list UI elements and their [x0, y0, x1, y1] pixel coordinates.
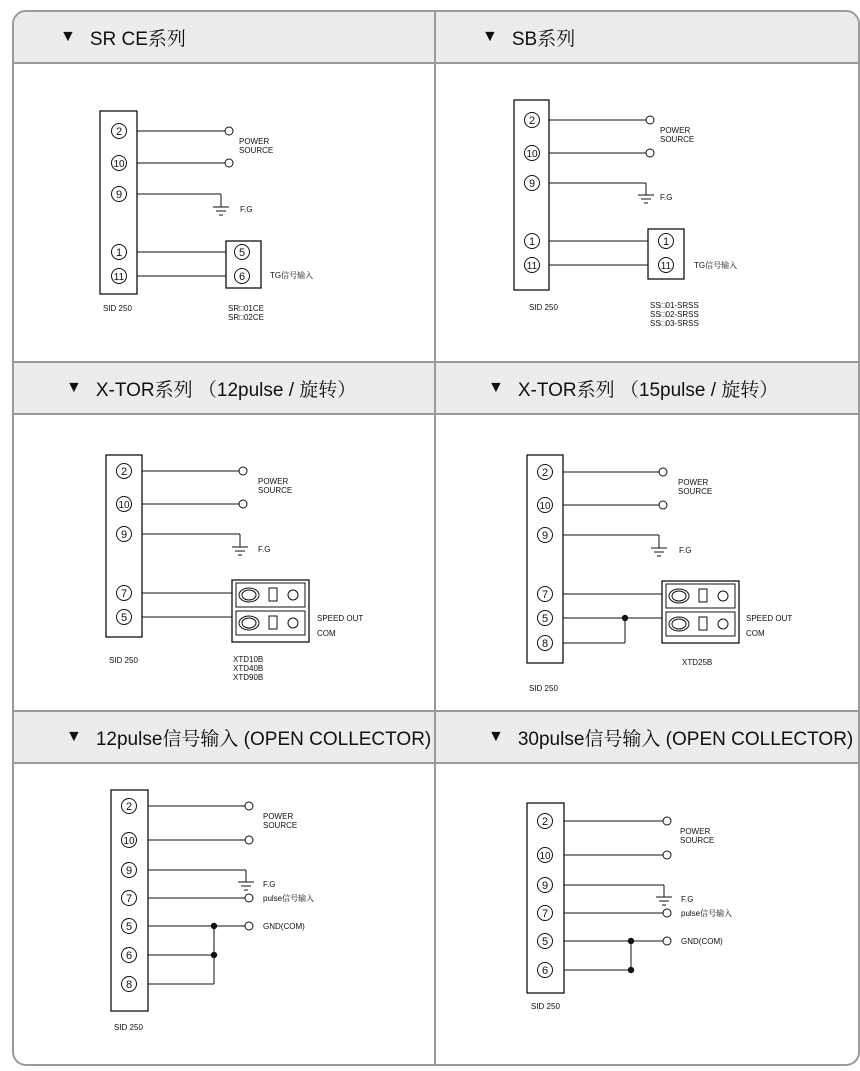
svg-text:2: 2	[120, 466, 128, 478]
terminal-2	[112, 124, 127, 139]
source-label: SOURCE	[660, 135, 695, 144]
junction-dot	[628, 967, 634, 973]
svg-text:7: 7	[541, 908, 549, 920]
wiring-diagram-sheet	[12, 10, 860, 1066]
triangle-down-icon: ▼	[66, 379, 82, 396]
svg-text:2: 2	[115, 126, 123, 138]
svg-text:2: 2	[125, 801, 133, 813]
junction-dot	[628, 938, 634, 944]
wires	[564, 817, 672, 970]
signal-label: TG信号输入	[270, 271, 314, 280]
terminal-5	[538, 611, 553, 626]
diagram-30pulse-open-collector	[436, 764, 858, 1062]
wires	[148, 802, 254, 984]
xtor-sensor-connector	[662, 581, 739, 643]
diagram-sb	[436, 66, 858, 362]
svg-text:10: 10	[526, 149, 538, 160]
terminal-6	[538, 963, 553, 978]
svg-text:8: 8	[541, 638, 549, 650]
panel-header-sb	[436, 12, 858, 64]
device-pin-6	[235, 269, 250, 284]
svg-text:9: 9	[541, 880, 549, 892]
terminal-2	[122, 799, 137, 814]
power-label: POWER	[263, 812, 294, 821]
svg-text:6: 6	[541, 965, 549, 977]
panel-header-xtor-15	[436, 363, 858, 415]
power-label: POWER	[239, 137, 270, 146]
source-label: SOURCE	[263, 821, 298, 830]
triangle-down-icon: ▼	[488, 379, 504, 396]
pulse-signal-label: pulse信号输入	[681, 909, 733, 918]
terminal-2	[538, 814, 553, 829]
terminal-8	[122, 977, 137, 992]
controller-label: SID 250	[529, 684, 558, 693]
svg-text:10: 10	[113, 159, 125, 170]
model-label: SR□01CE	[228, 304, 264, 313]
svg-text:2: 2	[541, 816, 549, 828]
terminal-9	[122, 863, 137, 878]
terminal-11	[525, 258, 540, 273]
terminal-10	[538, 848, 553, 863]
panel-title: X-TOR系列 （12pulse / 旋转）	[95, 379, 357, 401]
svg-text:9: 9	[541, 530, 549, 542]
terminal-2	[117, 464, 132, 479]
model-label: XTD10B	[233, 655, 264, 664]
terminal-7	[122, 891, 137, 906]
fg-label: F.G	[660, 193, 673, 202]
panel-title: 30pulse信号输入 (OPEN COLLECTOR)	[517, 728, 854, 750]
terminal-5	[117, 610, 132, 625]
signal-label: TG信号输入	[694, 261, 738, 270]
com-label: COM	[317, 629, 336, 638]
triangle-down-icon: ▼	[66, 728, 82, 745]
svg-text:5: 5	[125, 921, 133, 933]
svg-text:10: 10	[123, 836, 135, 847]
svg-text:1: 1	[115, 247, 123, 259]
svg-text:1: 1	[528, 236, 536, 248]
terminal-9	[525, 176, 540, 191]
svg-text:6: 6	[238, 271, 246, 283]
triangle-down-icon: ▼	[60, 28, 76, 45]
terminal-9	[112, 187, 127, 202]
terminal-10	[112, 156, 127, 171]
terminal-2	[538, 465, 553, 480]
controller-terminal-block	[527, 455, 563, 663]
svg-text:5: 5	[541, 613, 549, 625]
svg-text:5: 5	[120, 612, 128, 624]
diagram-xtor-12pulse	[14, 415, 434, 710]
source-label: SOURCE	[680, 836, 715, 845]
source-label: SOURCE	[678, 487, 713, 496]
svg-text:9: 9	[125, 865, 133, 877]
terminal-9	[538, 878, 553, 893]
terminal-10	[538, 498, 553, 513]
model-label: SS□01-SRSS	[650, 301, 699, 310]
terminal-10	[117, 497, 132, 512]
terminal-10	[525, 146, 540, 161]
svg-text:9: 9	[115, 189, 123, 201]
panel-title: SR CE系列	[89, 28, 186, 50]
svg-text:10: 10	[539, 851, 551, 862]
gnd-com-label: GND(COM)	[263, 922, 305, 931]
device-pin-11	[659, 258, 674, 273]
svg-text:5: 5	[541, 936, 549, 948]
diagram-sr-ce	[14, 66, 434, 362]
wires	[549, 116, 654, 265]
triangle-down-icon: ▼	[482, 28, 498, 45]
svg-text:6: 6	[125, 950, 133, 962]
svg-text:10: 10	[539, 501, 551, 512]
fg-label: F.G	[681, 895, 694, 904]
xtor-sensor-connector	[232, 580, 309, 642]
pulse-signal-label: pulse信号输入	[263, 894, 315, 903]
svg-text:7: 7	[125, 893, 133, 905]
svg-text:5: 5	[238, 247, 246, 259]
terminal-1	[112, 245, 127, 260]
terminal-7	[538, 587, 553, 602]
svg-text:11: 11	[660, 261, 672, 272]
model-label: XTD40B	[233, 664, 264, 673]
power-label: POWER	[680, 827, 711, 836]
controller-label: SID 250	[531, 1002, 560, 1011]
model-label: SS□02-SRSS	[650, 310, 699, 319]
com-label: COM	[746, 629, 765, 638]
svg-text:2: 2	[528, 115, 536, 127]
svg-text:7: 7	[120, 588, 128, 600]
svg-text:9: 9	[120, 529, 128, 541]
fg-label: F.G	[258, 545, 271, 554]
diagram-xtor-15pulse	[436, 415, 858, 710]
triangle-down-icon: ▼	[488, 728, 504, 745]
terminal-9	[538, 528, 553, 543]
fg-label: F.G	[240, 205, 253, 214]
terminal-6	[122, 948, 137, 963]
svg-text:10: 10	[118, 500, 130, 511]
terminal-8	[538, 636, 553, 651]
power-label: POWER	[258, 477, 289, 486]
panel-title: SB系列	[511, 28, 576, 50]
svg-text:2: 2	[541, 467, 549, 479]
model-label: XTD25B	[682, 658, 713, 667]
power-label: POWER	[660, 126, 691, 135]
panel-header-12pulse	[14, 712, 434, 764]
controller-label: SID 250	[114, 1023, 143, 1032]
junction-dot	[622, 615, 628, 621]
terminal-11	[112, 269, 127, 284]
svg-text:11: 11	[113, 272, 125, 283]
svg-text:9: 9	[528, 178, 536, 190]
fg-label: F.G	[679, 546, 692, 555]
diagram-12pulse-open-collector	[14, 764, 434, 1062]
gnd-com-label: GND(COM)	[681, 937, 723, 946]
terminal-1	[525, 234, 540, 249]
junction-dot	[211, 952, 217, 958]
terminal-5	[538, 934, 553, 949]
controller-label: SID 250	[109, 656, 138, 665]
device-pin-5	[235, 245, 250, 260]
model-label: SR□02CE	[228, 313, 264, 322]
controller-label: SID 250	[103, 304, 132, 313]
model-label: SS□03-SRSS	[650, 319, 699, 328]
speed-out-label: SPEED OUT	[746, 614, 793, 623]
svg-text:7: 7	[541, 589, 549, 601]
terminal-2	[525, 113, 540, 128]
svg-text:11: 11	[526, 261, 538, 272]
terminal-9	[117, 527, 132, 542]
terminal-7	[538, 906, 553, 921]
source-label: SOURCE	[239, 146, 274, 155]
terminal-5	[122, 919, 137, 934]
panel-title: 12pulse信号输入 (OPEN COLLECTOR)	[95, 728, 432, 750]
controller-label: SID 250	[529, 303, 558, 312]
terminal-7	[117, 586, 132, 601]
panel-title: X-TOR系列 （15pulse / 旋转）	[517, 379, 779, 401]
fg-label: F.G	[263, 880, 276, 889]
panel-header-30pulse	[436, 712, 858, 764]
wires	[563, 468, 667, 643]
junction-dot	[211, 923, 217, 929]
device-pin-1	[659, 234, 674, 249]
speed-out-label: SPEED OUT	[317, 614, 364, 623]
panel-header-xtor-12	[14, 363, 434, 415]
model-label: XTD90B	[233, 673, 264, 682]
panel-header-sr-ce	[14, 12, 434, 64]
power-label: POWER	[678, 478, 709, 487]
wires	[137, 127, 233, 276]
svg-text:8: 8	[125, 979, 133, 991]
terminal-10	[122, 833, 137, 848]
svg-text:1: 1	[662, 236, 670, 248]
source-label: SOURCE	[258, 486, 293, 495]
